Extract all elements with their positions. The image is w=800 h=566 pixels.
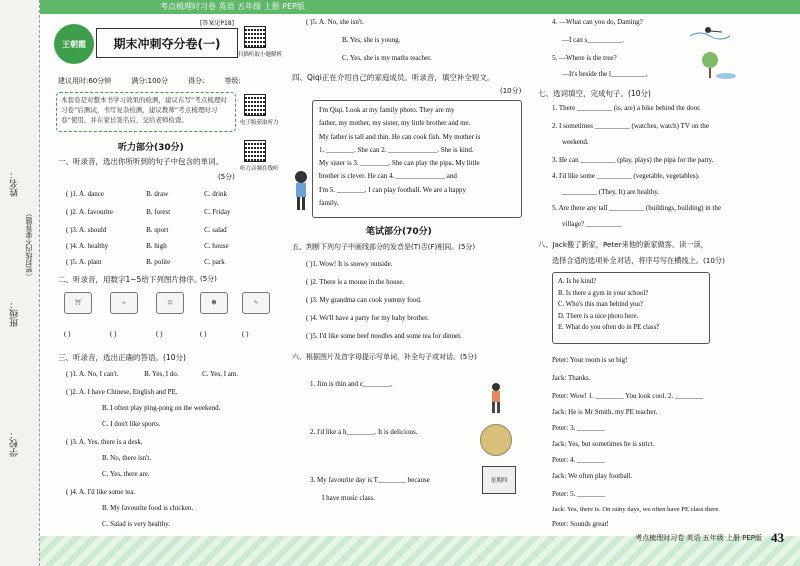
- q8-title-line2: 选择合适的选项补全对话，将序号写在横线上。(10分): [552, 256, 725, 265]
- q1-item[interactable]: ( )5. A. plant B. polite C. park: [66, 258, 225, 266]
- q3-item[interactable]: ( )2. A. I have Chinese, English and PE.: [66, 388, 178, 396]
- girl-illustration: [292, 170, 310, 212]
- passage-line: family.: [319, 199, 339, 208]
- qr-code-icon[interactable]: [244, 94, 266, 116]
- q2-blank[interactable]: ( ): [242, 330, 249, 338]
- dialog-line: Jack: Thanks.: [552, 374, 591, 382]
- dialog-line: Jack: Yes, but sometimes he is strict.: [552, 440, 655, 448]
- top-strip: [40, 0, 800, 14]
- picture-lake: ≈: [110, 292, 138, 314]
- q5-item[interactable]: ( )3. My grandma can cook yummy food.: [306, 296, 422, 304]
- instruction-note: 本套卷是对整本书学习效果的检测，建议在写“考点梳理时习卷”后测试，书写复杂检测，建议教师“考点梳理时习卷”使用，并在家长签名后，交给老师检查。: [56, 92, 236, 132]
- dialog-line: Peter: Sounds great!: [552, 520, 609, 528]
- footer-series: 考点梳理时习卷 英语 五年级 上册 PEP版: [635, 534, 762, 542]
- q3-item[interactable]: ( )5. A. No, she isn't.: [306, 18, 364, 26]
- passage-line: father, my mother, my sister, my little brother and me.: [319, 119, 471, 128]
- dialog-line[interactable]: Peter: 5. ________: [552, 490, 606, 498]
- option-d: D. There is a nice photo here.: [558, 312, 639, 320]
- option-c: C. Who's this man behind you?: [558, 301, 643, 309]
- dialog-line: Jack: Yes, there is. On rainy days, we often have PE class there.: [552, 506, 720, 513]
- q5-title: 五、判断下列句子中画线部分的发音是(T)否(F)相同。(5分): [292, 243, 476, 251]
- q6-dialog: 5. —Where is the tree?: [552, 54, 617, 62]
- qr-caption: 听力音频在线听: [240, 166, 279, 172]
- picture-teacher: ✎: [242, 292, 270, 314]
- seal-note: （密封线内不要答题）: [25, 210, 33, 280]
- dialog-line: Jack: We often play football.: [552, 472, 633, 480]
- q1-title: 一、听录音，选出你所听到的句子中包含的单词。: [58, 157, 223, 166]
- q1-item[interactable]: ( )2. A. favourite B. forest C. Friday: [66, 208, 231, 216]
- jim-illustration: [488, 382, 504, 414]
- q6-item[interactable]: 2. I'd like a h________. It is delicious.: [310, 428, 418, 436]
- picture-boy: ☺: [156, 292, 184, 314]
- q8-options-box: [552, 272, 710, 344]
- q7-item[interactable]: 2. I sometimes __________ (watches, watch) TV on the: [552, 122, 709, 130]
- passage-line[interactable]: brother is clever. He can 4. ______________ and: [319, 172, 457, 181]
- passage-line[interactable]: I'm 5. ________. I can play football. We are a happy: [319, 185, 466, 194]
- qr-caption: 电子版获取听力: [240, 120, 279, 126]
- qr-code-icon[interactable]: [244, 140, 266, 162]
- q7-item-continued: weekend.: [562, 138, 589, 146]
- q1-item[interactable]: ( )1. A. dance B. draw C. drink: [66, 190, 228, 198]
- q6-item[interactable]: 1. Jim is thin and c________.: [310, 380, 393, 388]
- q3-option: B. Yes, she is young.: [342, 36, 401, 44]
- q3-option: B. I often play ping-pong on the weekend.: [102, 404, 221, 412]
- dialog-line[interactable]: Peter: 4. ________: [552, 456, 606, 464]
- grade-label: 等级:: [224, 77, 241, 85]
- full-score: 满分:100分: [131, 77, 168, 85]
- passage-line[interactable]: 1. ________. She can 2. ______________. She is kind.: [319, 145, 474, 154]
- passage-line: My father is tall and thin. He can cook fish. My mother is: [319, 132, 481, 141]
- q5-item[interactable]: ( )4. We'll have a party for my baby brother.: [306, 314, 429, 322]
- family-passage: [312, 100, 522, 218]
- q6-dialog[interactable]: —I can s__________.: [562, 36, 625, 44]
- q7-item-continued: village? __________: [562, 220, 621, 228]
- q5-item[interactable]: ( )2. There is a mouse in the house.: [306, 278, 405, 286]
- q7-item[interactable]: 5. Are there any tall __________ (buildings, building) in the: [552, 204, 721, 212]
- q2-blank[interactable]: ( ): [200, 330, 207, 338]
- qr-code-icon[interactable]: [244, 26, 266, 48]
- q1-item[interactable]: ( )3. A. should B. sport C. salad: [66, 226, 227, 234]
- q2-title: 二、听录音，用数字1~5给下列图片排序。: [58, 275, 202, 284]
- q6-dialog[interactable]: —It's beside the l__________.: [562, 70, 648, 78]
- q6-dialog: 4. —What can you do, Daming?: [552, 18, 643, 26]
- q6-title: 六、根据图片及首字母提示写单词，补全句子或对话。(5分): [292, 353, 477, 361]
- q6-item[interactable]: 3. My favourite day is T________ because: [310, 476, 430, 484]
- listening-heading: 听力部分(30分): [118, 143, 184, 153]
- picture-girl: ☻: [200, 292, 228, 314]
- dialog-line: Jack: He is Mr Smith, my PE teacher.: [552, 408, 658, 416]
- q6-item-continued: I have music class.: [322, 494, 375, 502]
- q5-item[interactable]: ( )1. Wow! It is snowy outside.: [306, 260, 393, 268]
- option-a: A. Is he kind?: [558, 278, 597, 285]
- top-strip-text: 考点梳理时习卷 英语 五年级 上册 PEP版: [160, 2, 305, 11]
- option-b: B. Is there a gym in your school?: [558, 289, 649, 297]
- page-title: 期末冲刺夺分卷(一): [96, 28, 238, 58]
- picture-gate: ⛩: [64, 292, 92, 314]
- passage-line[interactable]: My sister is 3. ________. She can play the pipa. My little: [319, 159, 480, 168]
- q3-item[interactable]: ( )3. A. Yes, there is a desk.: [66, 438, 143, 446]
- q7-item-continued[interactable]: __________ (They, It) are healthy.: [562, 188, 660, 196]
- name-label: 姓名：: [10, 170, 20, 197]
- q8-title: 八、Jack搬了新家，Peter来他的新家做客。读一读，: [538, 240, 708, 249]
- passage-line: I'm Qiqi. Look at my family photo. They are my: [319, 106, 455, 114]
- tree-lake-illustration: [700, 50, 736, 80]
- class-label: 班级：: [10, 300, 20, 327]
- calendar-illustration: 星期四: [482, 466, 516, 494]
- q3-option: C. Salad is very healthy.: [102, 520, 170, 528]
- dialog-line: Peter: Your room is so big!: [552, 356, 628, 364]
- q3-option: C. Yes, there are.: [102, 470, 150, 478]
- q5-item[interactable]: ( )5. I'd like some beef noodles and some tea for dinner.: [306, 332, 462, 340]
- q2-blank[interactable]: ( ): [64, 330, 71, 338]
- q3-option: C. I don't like sports.: [102, 420, 161, 428]
- dialog-line[interactable]: Peter: 3. ________: [552, 424, 606, 432]
- hamburger-illustration: [480, 424, 512, 456]
- q7-item[interactable]: 4. I'd like some __________ (vegetable, vegetables).: [552, 172, 700, 180]
- q2-blank[interactable]: ( ): [110, 330, 117, 338]
- page-number: 43: [771, 530, 784, 545]
- answer-reference: [答案见P18]: [200, 20, 234, 27]
- q3-title: 三、听录音，选出正确的答语。(10分): [58, 353, 186, 362]
- binding-margin: [0, 0, 40, 566]
- q1-item[interactable]: ( )4. A. healthy B. high C. house: [66, 242, 229, 250]
- q7-item[interactable]: 3. He can __________ (play, plays) the pipa for the party.: [552, 156, 714, 164]
- q3-option: C. Yes, she is my maths teacher.: [342, 54, 432, 62]
- q1-points: (5分): [218, 173, 235, 181]
- writing-heading: 笔试部分(70分): [366, 227, 432, 237]
- info-row: [58, 76, 288, 86]
- q4-points: (10分): [500, 87, 522, 95]
- q7-title: 七、选词填空，完成句子。(10分): [538, 89, 651, 98]
- q2-points: (5分): [200, 275, 217, 283]
- q3-option: B. No, there isn't.: [102, 454, 152, 462]
- q3-item[interactable]: ( )1. A. No, I can't. B. Yes, I do. C. Yes, I am.: [66, 370, 239, 378]
- dialog-line[interactable]: Peter: Wow! 1. ________ You look cool. 2. ________: [552, 392, 703, 400]
- q3-option: B. My favourite food is chicken.: [102, 504, 194, 512]
- score-label: 得分:: [188, 77, 205, 85]
- qr-caption: 扫描听取小题解析: [238, 52, 283, 58]
- time-limit: 建议用时:60分钟: [58, 77, 112, 85]
- q4-title: 四、Qiqi正在介绍自己的家庭成员。听录音，填空补全短文。: [292, 73, 495, 82]
- school-label: 学校：: [10, 430, 20, 457]
- publisher-logo: 王朝霞: [54, 24, 94, 64]
- option-e: E. What do you often do in PE class?: [558, 324, 660, 332]
- q7-item[interactable]: 1. There __________ (is, are) a bike behind the door.: [552, 104, 701, 112]
- q3-item[interactable]: ( )4. A. I'd like some tea.: [66, 488, 136, 496]
- swimmer-illustration: [690, 22, 730, 42]
- q2-blank[interactable]: ( ): [156, 330, 163, 338]
